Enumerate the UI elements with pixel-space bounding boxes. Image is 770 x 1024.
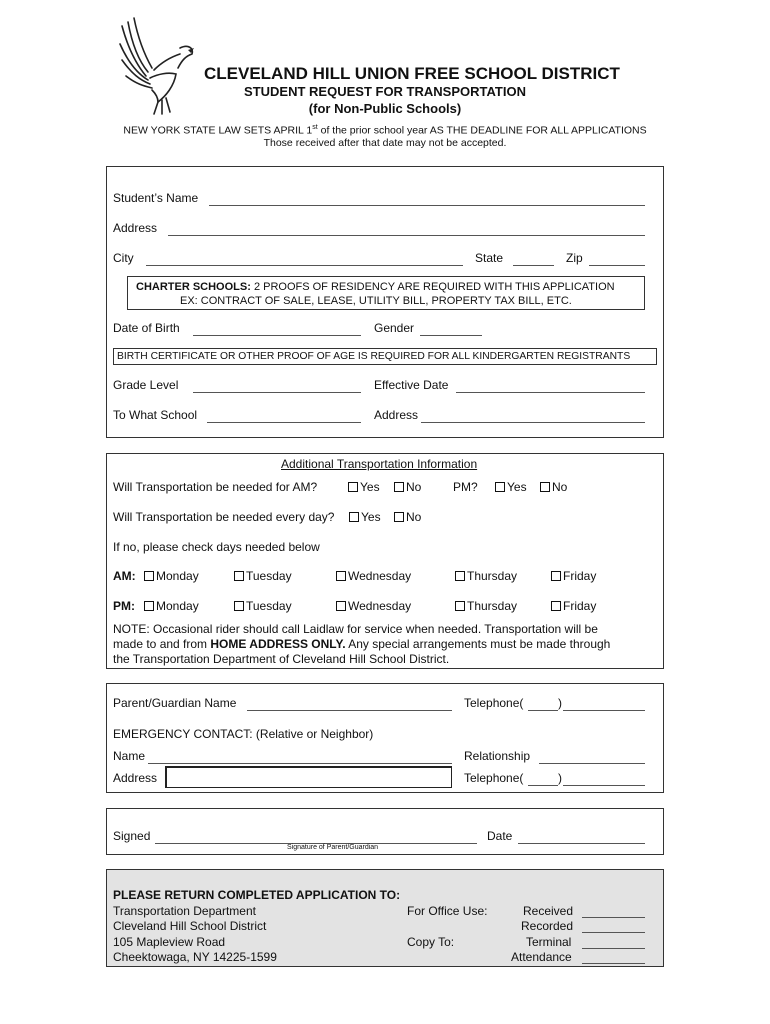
- city-field[interactable]: [146, 265, 463, 266]
- student-name-field[interactable]: [209, 205, 645, 206]
- transport-heading: Additional Transportation Information: [281, 457, 478, 471]
- district-title: CLEVELAND HILL UNION FREE SCHOOL DISTRICT: [204, 64, 620, 83]
- form-subtitle: (for Non-Public Schools): [308, 101, 462, 116]
- guardian-telephone-label: Telephone(: [464, 696, 524, 710]
- dob-field[interactable]: [193, 335, 361, 336]
- charter-example: EX: CONTRACT OF SALE, LEASE, UTILITY BILL, PROPERTY TAX BILL, ETC.: [180, 295, 572, 307]
- terminal-field[interactable]: [582, 948, 645, 949]
- pm-friday-checkbox[interactable]: [551, 601, 561, 611]
- pm-monday-checkbox[interactable]: [144, 601, 154, 611]
- office-field-attendance: Attendance: [511, 950, 572, 964]
- every-day-yes-option[interactable]: Yes: [349, 510, 381, 524]
- emergency-name-label: Name: [113, 749, 146, 763]
- gender-field[interactable]: [420, 335, 482, 336]
- recorded-field[interactable]: [582, 932, 645, 933]
- return-heading: PLEASE RETURN COMPLETED APPLICATION TO:: [113, 888, 401, 902]
- emergency-area-code-field[interactable]: [528, 785, 558, 786]
- pm-tuesday-checkbox[interactable]: [234, 601, 244, 611]
- emergency-telephone-close: ): [558, 771, 562, 785]
- pm-no-checkbox[interactable]: [540, 482, 550, 492]
- guardian-telephone-field[interactable]: [563, 710, 645, 711]
- signature-date-field[interactable]: [518, 843, 645, 844]
- address-label: Address: [113, 221, 158, 235]
- state-field[interactable]: [513, 265, 554, 266]
- am-wednesday[interactable]: Wednesday: [336, 569, 411, 583]
- every-day-question: Will Transportation be needed every day?: [113, 510, 335, 524]
- pm-yes-option[interactable]: Yes: [495, 480, 527, 494]
- emergency-address-label: Address: [113, 771, 158, 785]
- days-prompt: If no, please check days needed below: [113, 540, 320, 554]
- am-monday-checkbox[interactable]: [144, 571, 154, 581]
- am-yes-checkbox[interactable]: [348, 482, 358, 492]
- relationship-field[interactable]: [539, 763, 645, 764]
- pm-wednesday[interactable]: Wednesday: [336, 599, 411, 613]
- am-friday-checkbox[interactable]: [551, 571, 561, 581]
- return-address-line: Transportation Department: [113, 904, 256, 918]
- am-thursday[interactable]: Thursday: [455, 569, 517, 583]
- guardian-telephone-close: ): [558, 696, 562, 710]
- pm-thursday-checkbox[interactable]: [455, 601, 465, 611]
- office-use-label: For Office Use:: [407, 904, 488, 918]
- am-tuesday[interactable]: Tuesday: [234, 569, 292, 583]
- signature-section: [106, 808, 664, 855]
- pm-thursday[interactable]: Thursday: [455, 599, 517, 613]
- birth-cert-note: BIRTH CERTIFICATE OR OTHER PROOF OF AGE IS REQUIRED FOR ALL KINDERGARTEN REGISTRANTS: [117, 351, 631, 362]
- guardian-name-label: Parent/Guardian Name: [113, 696, 237, 710]
- signature-date-label: Date: [487, 829, 513, 843]
- note-line-3: the Transportation Department of Cleveland Hill School District.: [113, 652, 450, 666]
- received-field[interactable]: [582, 917, 645, 918]
- am-tuesday-checkbox[interactable]: [234, 571, 244, 581]
- note-line-1: NOTE: Occasional rider should call Laidlaw for service when needed. Transportation will be: [113, 622, 598, 636]
- pm-question: PM?: [453, 480, 478, 494]
- pm-yes-checkbox[interactable]: [495, 482, 505, 492]
- emergency-address-field[interactable]: [165, 766, 452, 788]
- pm-no-option[interactable]: No: [540, 480, 567, 494]
- grade-field[interactable]: [193, 392, 361, 393]
- pm-friday[interactable]: Friday: [551, 599, 596, 613]
- zip-label: Zip: [566, 251, 583, 265]
- emergency-name-field[interactable]: [148, 763, 452, 764]
- am-friday[interactable]: Friday: [551, 569, 596, 583]
- return-address-line: Cleveland Hill School District: [113, 919, 267, 933]
- emergency-telephone-field[interactable]: [563, 785, 645, 786]
- every-day-no-option[interactable]: No: [394, 510, 421, 524]
- deadline-notice: NEW YORK STATE LAW SETS APRIL 1st of the prior school year AS THE DEADLINE FOR ALL APPLICATIONS: [123, 124, 647, 137]
- return-address-line: Cheektowaga, NY 14225-1599: [113, 950, 277, 964]
- am-no-option[interactable]: No: [394, 480, 421, 494]
- copy-to-label: Copy To:: [407, 935, 455, 949]
- late-notice: Those received after that date may not be accepted.: [263, 137, 507, 149]
- pm-wednesday-checkbox[interactable]: [336, 601, 346, 611]
- am-yes-option[interactable]: Yes: [348, 480, 380, 494]
- am-days-label: AM:: [113, 569, 136, 583]
- guardian-area-code-field[interactable]: [528, 710, 558, 711]
- gender-label: Gender: [374, 321, 415, 335]
- office-field-received: Received: [523, 904, 574, 918]
- emergency-heading: EMERGENCY CONTACT: (Relative or Neighbor): [113, 727, 374, 741]
- student-name-label: Student’s Name: [113, 191, 199, 205]
- am-wednesday-checkbox[interactable]: [336, 571, 346, 581]
- form-title: STUDENT REQUEST FOR TRANSPORTATION: [244, 84, 526, 99]
- office-field-recorded: Recorded: [521, 919, 574, 933]
- school-field[interactable]: [207, 422, 361, 423]
- every-day-yes-checkbox[interactable]: [349, 512, 359, 522]
- am-monday[interactable]: Monday: [144, 569, 199, 583]
- am-question: Will Transportation be needed for AM?: [113, 480, 318, 494]
- am-no-checkbox[interactable]: [394, 482, 404, 492]
- school-address-field[interactable]: [421, 422, 645, 423]
- every-day-no-checkbox[interactable]: [394, 512, 404, 522]
- am-thursday-checkbox[interactable]: [455, 571, 465, 581]
- effective-date-field[interactable]: [456, 392, 645, 393]
- school-address-label: Address: [374, 408, 419, 422]
- signature-caption: Signature of Parent/Guardian: [287, 844, 379, 851]
- grade-label: Grade Level: [113, 378, 179, 392]
- address-field[interactable]: [168, 235, 645, 236]
- zip-field[interactable]: [589, 265, 645, 266]
- signed-label: Signed: [113, 829, 151, 843]
- pm-monday[interactable]: Monday: [144, 599, 199, 613]
- charter-notice: CHARTER SCHOOLS: 2 PROOFS OF RESIDENCY ARE REQUIRED WITH THIS APPLICATION: [136, 281, 615, 293]
- note-line-2: made to and from HOME ADDRESS ONLY. Any special arrangements must be made through: [113, 637, 611, 651]
- state-label: State: [475, 251, 504, 265]
- attendance-field[interactable]: [582, 963, 645, 964]
- guardian-name-field[interactable]: [247, 710, 452, 711]
- dob-label: Date of Birth: [113, 321, 180, 335]
- effective-date-label: Effective Date: [374, 378, 449, 392]
- pm-tuesday[interactable]: Tuesday: [234, 599, 292, 613]
- city-label: City: [113, 251, 134, 265]
- school-label: To What School: [113, 408, 198, 422]
- emergency-telephone-label: Telephone(: [464, 771, 524, 785]
- pm-days-label: PM:: [113, 599, 135, 613]
- office-field-terminal: Terminal: [526, 935, 572, 949]
- relationship-label: Relationship: [464, 749, 531, 763]
- return-address-line: 105 Mapleview Road: [113, 935, 226, 949]
